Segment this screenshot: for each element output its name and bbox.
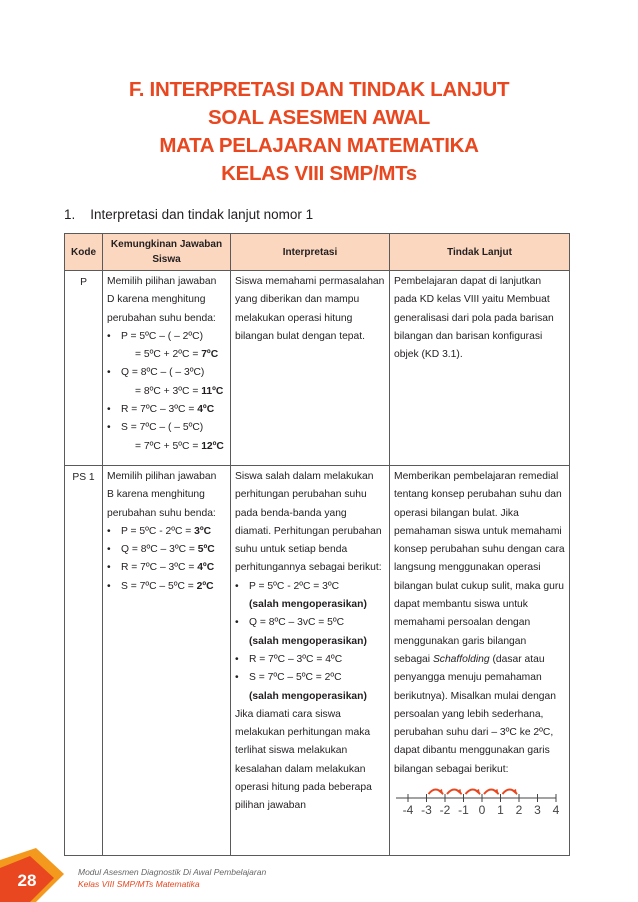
title-line-2: SOAL ASESMEN AWAL [208, 106, 430, 129]
number-line-label: -3 [421, 803, 432, 818]
number-line-label: -1 [458, 803, 469, 818]
number-line-label: 2 [515, 803, 523, 818]
title-line-1: F. INTERPRETASI DAN TINDAK LANJUT [128, 78, 510, 101]
number-line-label: -2 [439, 803, 451, 818]
list-item: • R = 7ºC – 3ºC = 4ºC [107, 562, 215, 574]
number-line-label: -4 [402, 803, 414, 818]
cell-kemungkinan [103, 271, 231, 466]
section-heading-text: Interpretasi dan tindak lanjut nomor 1 [90, 207, 314, 222]
footer-line-1: Modul Asesmen Diagnostik Di Awal Pembelajaran [78, 867, 267, 877]
cell-interpretasi [231, 466, 390, 856]
header-interpretasi: Interpretasi [231, 234, 390, 271]
header-kode: Kode [65, 234, 103, 271]
list-item-note: (salah mengoperasikan) [249, 690, 367, 702]
list-item: • Q = 8ºC – ( – 3ºC) [107, 367, 205, 379]
interpretation-intro: Siswa salah dalam melakukan perhitungan perubahan suhu pada benda-banda yang diamati. Perhitungan perubahan suhu untuk setiap benda perhitungannya sebagai berikut: [235, 471, 382, 574]
list-item: • S = 7ºC – ( – 5ºC) [107, 422, 204, 434]
page-number: 28 [17, 871, 37, 890]
list-item: • R = 7ºC – 3ºC = 4ºC [235, 653, 343, 665]
cell-kemungkinan [103, 466, 231, 856]
section-number: 1. [64, 207, 76, 222]
tindak-text: Memberikan pembelajaran remedial tentang konsep perubahan suhu dan operasi bilangan bulat. Jika pemahaman siswa untuk memahami konsep perubahan suhu dengan cara langsung menggunakan operasi bilangan bulat cukup sulit, maka guru dapat membantu siswa untuk memahami persoalan dengan menggunakan garis bilangan sebagai Schaffolding (dasar atau penyangga menuju pemahaman berikutnya). Misalkan mulai dengan persoalan yang lebih sederhana, perubahan suhu dari – 3ºC ke 2ºC, dapat dibantu menggunakan garis bilangan sebagai berikut: [394, 471, 565, 775]
number-line-label: 0 [478, 803, 486, 818]
header-kemungkinan: Kemungkinan Jawaban Siswa [103, 234, 231, 271]
footer [78, 866, 266, 890]
answer-intro: Memilih pilihan jawaban D karena menghitung perubahan suhu benda: [107, 276, 217, 324]
interpretation-outro: Jika diamati cara siswa melakukan perhitungan maka terlihat siswa melakukan kesalahan dalam melakukan operasi hitung pada beberapa pilihan jawaban [235, 708, 372, 812]
number-line-label: 1 [497, 803, 504, 818]
page-title [0, 76, 638, 188]
list-item-note: (salah mengoperasikan) [249, 635, 367, 647]
cell-kode: P [65, 271, 103, 466]
number-line-graphic [394, 783, 558, 817]
list-item: • R = 7ºC – 3ºC = 4ºC [107, 404, 215, 416]
interpretation-table [64, 233, 570, 856]
list-item: • P = 5ºC - 2ºC = 3ºC [107, 525, 212, 537]
list-item-note: (salah mengoperasikan) [249, 599, 367, 611]
title-line-4: KELAS VIII SMP/MTs [221, 162, 417, 185]
list-item: • S = 7ºC – 5ºC = 2ºC [235, 672, 342, 684]
list-item: • P = 5ºC - 2ºC = 3ºC [235, 580, 340, 592]
table-header-row [65, 234, 570, 271]
list-item-continuation: = 8ºC + 3ºC = 11ºC [135, 385, 224, 397]
number-line-label: 3 [534, 803, 541, 818]
list-item: • Q = 8ºC – 3ºC = 5ºC [107, 544, 215, 556]
cell-kode: PS 1 [65, 466, 103, 856]
table-row [65, 466, 570, 856]
cell-interpretasi: Siswa memahami permasalahan yang diberikan dan mampu melakukan operasi hitung bilangan bulat dengan tepat. [231, 271, 390, 466]
title-line-3: MATA PELAJARAN MATEMATIKA [159, 134, 479, 157]
number-line [394, 783, 558, 817]
answer-intro: Memilih pilihan jawaban B karena menghitung perubahan suhu benda: [107, 471, 217, 519]
section-heading [64, 207, 313, 222]
cell-tindak-lanjut [390, 466, 570, 856]
list-item: • P = 5ºC – ( – 2ºC) [107, 330, 204, 342]
number-line-label: 4 [552, 803, 560, 818]
page-number-badge [0, 848, 70, 902]
footer-line-2: Kelas VIII SMP/MTs Matematika [78, 879, 200, 889]
cell-tindak-lanjut: Pembelajaran dapat di lanjutkan pada KD kelas VIII yaitu Membuat generalisasi dari pola pada barisan bilangan dan barisan konfigurasi objek (KD 3.1). [390, 271, 570, 466]
list-item: • Q = 8ºC – 3vC = 5ºC [235, 617, 345, 629]
list-item-continuation: = 7ºC + 5ºC = 12ºC [135, 440, 224, 452]
list-item-continuation: = 5ºC + 2ºC = 7ºC [135, 349, 219, 361]
table-row [65, 271, 570, 466]
header-tindak-lanjut: Tindak Lanjut [390, 234, 570, 271]
list-item: • S = 7ºC – 5ºC = 2ºC [107, 580, 214, 592]
